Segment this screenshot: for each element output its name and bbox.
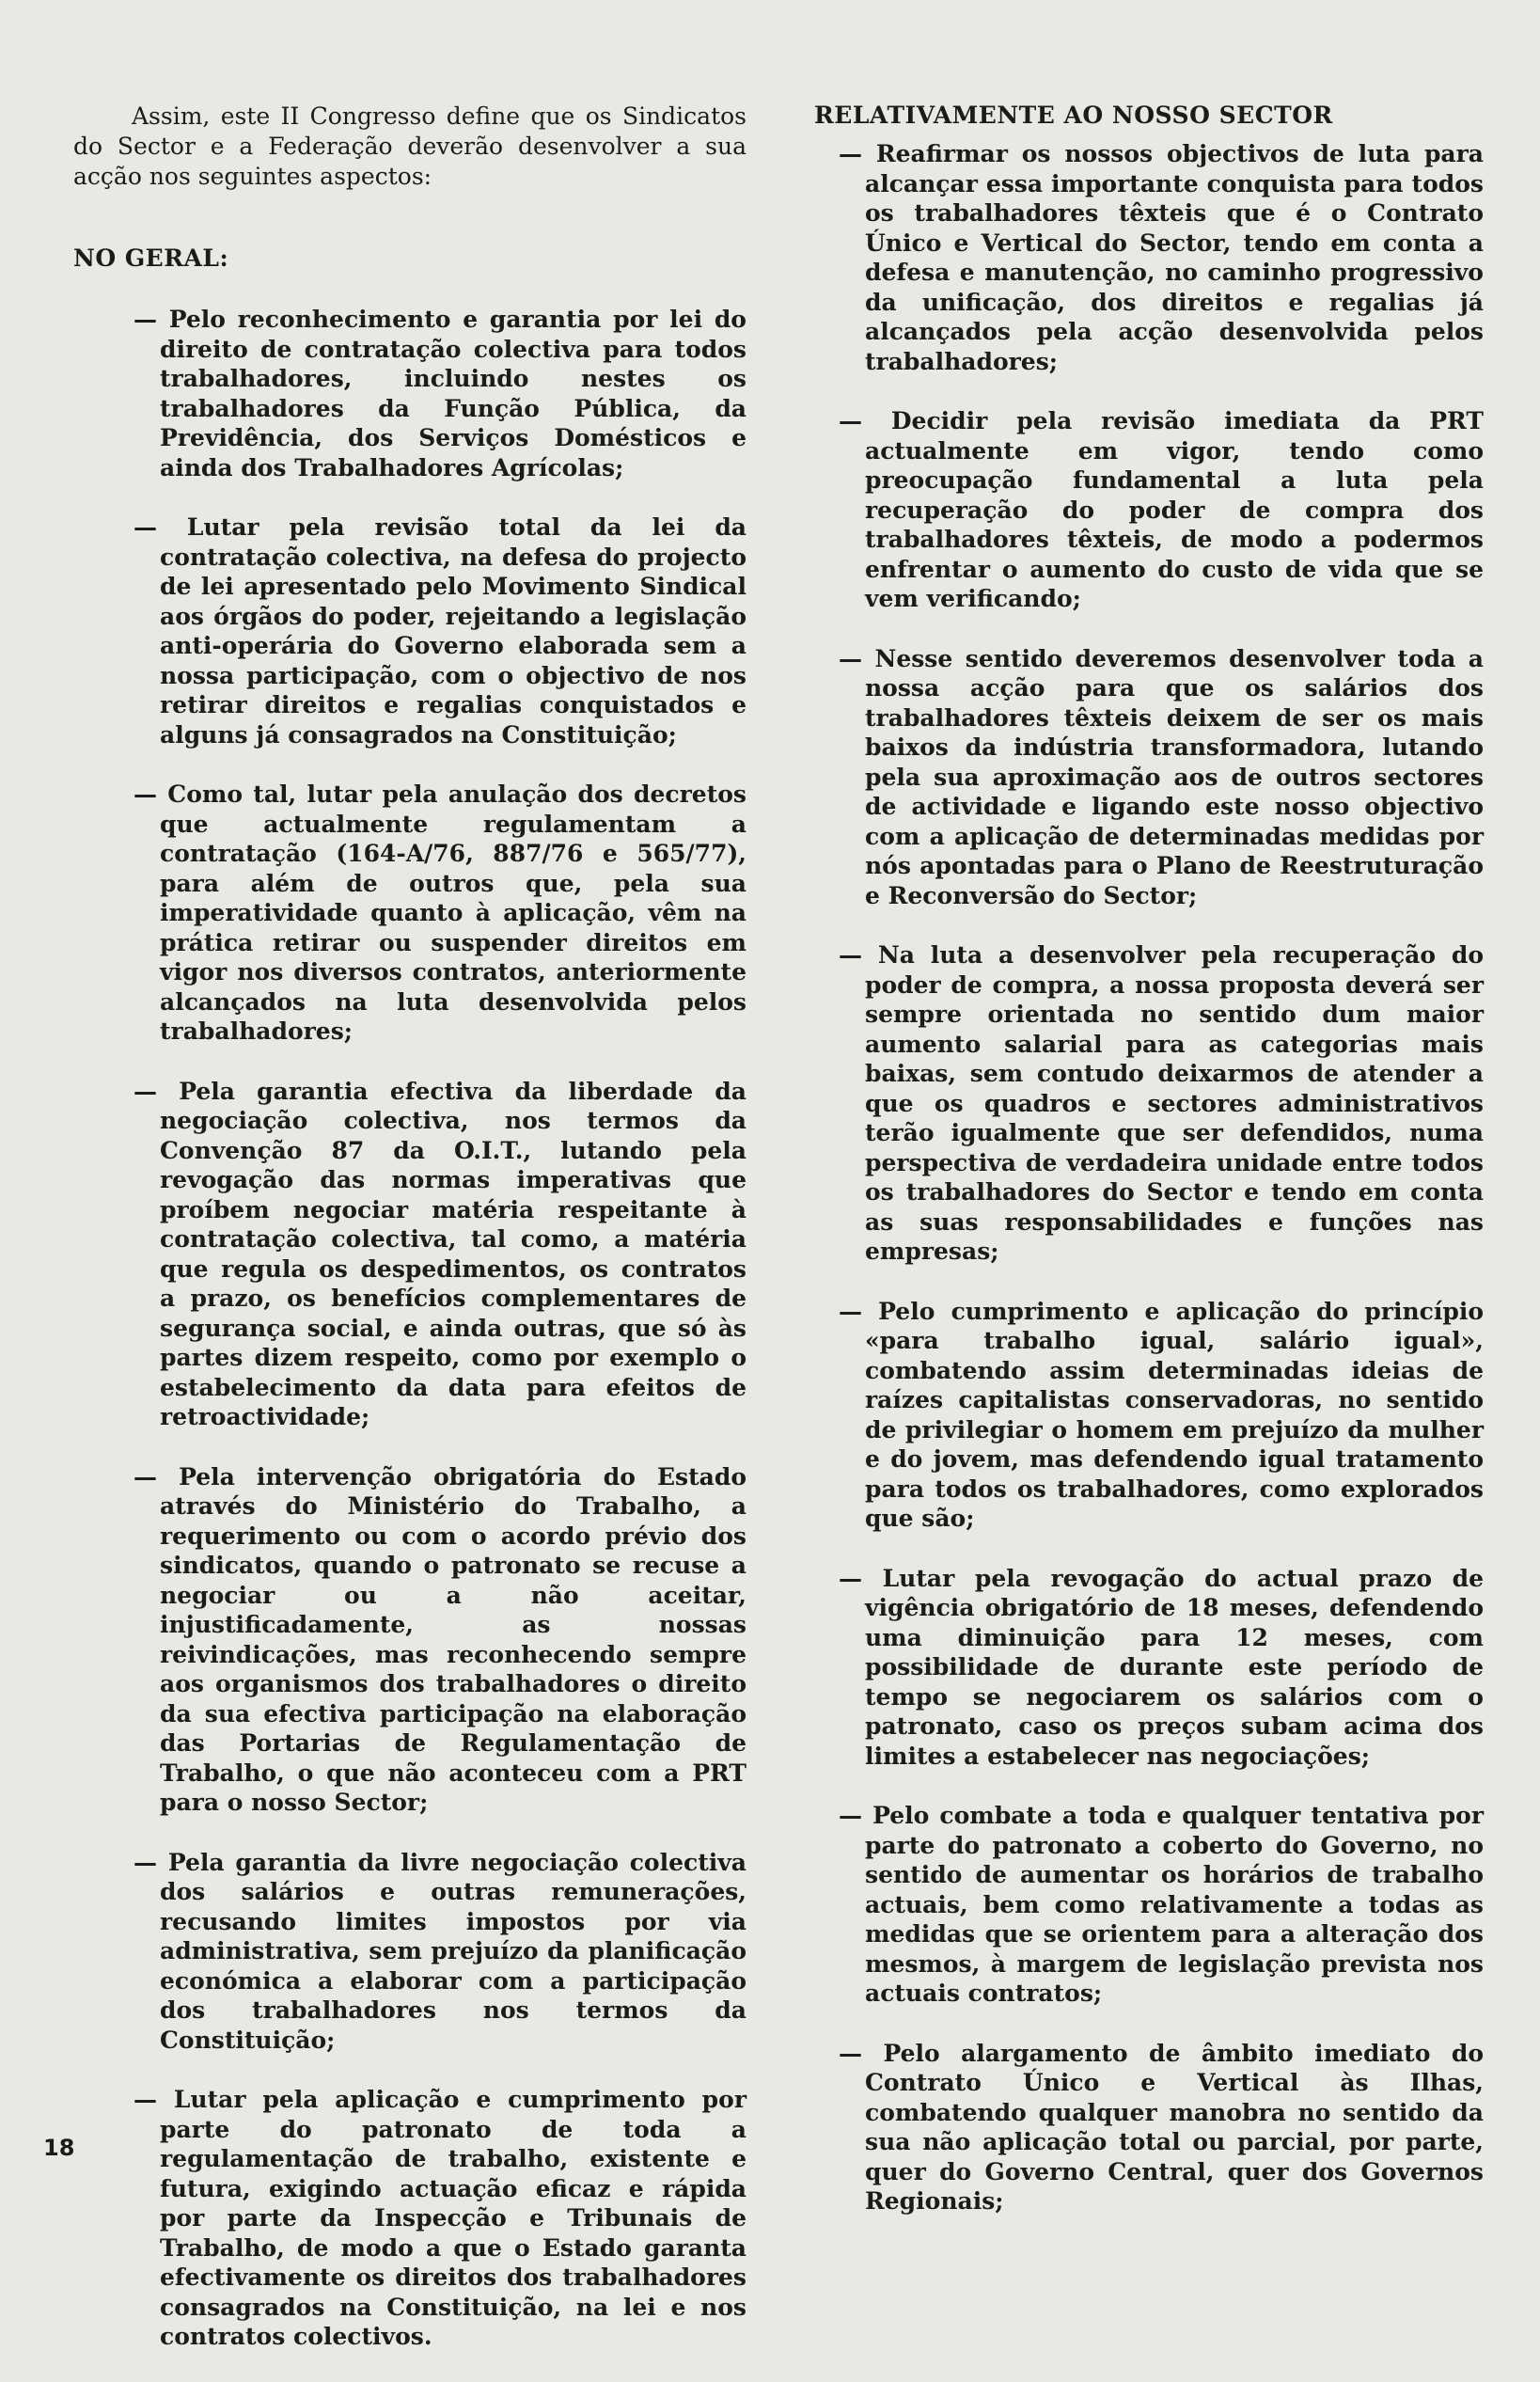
list-item: — Pela garantia efectiva da liberdade da negociação colectiva, nos termos da Convenção 87 da O.I.T., lutando pela revogação das normas imperativas que proíbem negociar matéria respeitante à contratação colectiva, tal como, a matéria que regula os despedimentos, os contratos a prazo, os benefícios complementares de segurança social, e ainda outras, que só às partes dizem respeito, como por exemplo o estabelecimento da data para efeitos de retroactividade; (134, 1077, 746, 1430)
list-item: — Reafirmar os nossos objectivos de luta para alcançar essa importante conquista para todos os trabalhadores têxteis que é o Contrato Único e Vertical do Sector, tendo em conta a defesa e manutenção, no caminho progressivo da unificação, dos direitos e regalias já alcançados pela acção desenvolvida pelos trabalhadores; (839, 140, 1484, 375)
list-item: — Pelo combate a toda e qualquer tentativa por parte do patronato a coberto do Governo, no sentido de aumentar os horários de trabalho actuais, bem como relativamente a todas as medidas que se orientem para a alteração dos mesmos, à margem de legislação prevista nos actuais contratos; (839, 1802, 1484, 2007)
list-item: — Pela intervenção obrigatória do Estado através do Ministério do Trabalho, a requerimento ou com o acordo prévio dos sindicatos, quando o patronato se recuse a negociar ou a não aceitar, injustificadamente, as nossas reivindicações, mas reconhecendo sempre aos organismos dos trabalhadores o direito da sua efectiva participação na elaboração das Portarias de Regulamentação de Trabalho, o que não aconteceu com a PRT para o nosso Sector; (134, 1462, 746, 1816)
list-item: — Nesse sentido deveremos desenvolver toda a nossa acção para que os salários dos trabalhadores têxteis deixem de ser os mais baixos da indústria transformadora, lutando pela sua aproximação aos de outros sectores de actividade e ligando este nosso objectivo com a aplicação de determinadas medidas por nós apontadas para o Plano de Reestruturação e Reconversão do Sector; (839, 644, 1484, 909)
list-item: — Pelo reconhecimento e garantia por lei do direito de contratação colectiva para todos trabalhadores, incluindo nestes os trabalhadores da Função Pública, da Previdência, dos Serviços Domésticos e ainda dos Trabalhadores Agrícolas; (134, 306, 746, 481)
list-item: — Lutar pela revogação do actual prazo de vigência obrigatório de 18 meses, defendendo uma diminuição para 12 meses, com possibilidade de durante este período de tempo se negociarem os salários com o patronato, caso os preços subam acima dos limites a estabelecer nas negociações; (839, 1564, 1484, 1770)
list-item: — Pelo alargamento de âmbito imediato do Contrato Único e Vertical às Ilhas, combatendo qualquer manobra no sentido da sua não aplicação total ou parcial, por parte, quer do Governo Central, quer dos Governos Regionais; (839, 2039, 1484, 2215)
list-item: — Lutar pela revisão total da lei da contratação colectiva, na defesa do projecto de lei apresentado pelo Movimento Sindical aos órgãos do poder, rejeitando a legislação anti-operária do Governo elaborada sem a nossa participação, com o objectivo de nos retirar direitos e regalias conquistados e alguns já consagrados na Constituição; (134, 513, 746, 749)
list-item: — Como tal, lutar pela anulação dos decretos que actualmente regulamentam a contratação (164-A/76, 887/76 e 565/77), para além de outros que, pela sua imperatividade quanto à aplicação, vêm na prática retirar ou suspender direitos em vigor nos diversos contratos, anteriormente alcançados na luta desenvolvida pelos trabalhadores; (134, 781, 746, 1045)
intro-paragraph: Assim, este II Congresso define que os Sindicatos do Sector e a Federação deverão desenvolver a sua acção nos seguintes aspectos: (73, 103, 746, 190)
list-item: — Na luta a desenvolver pela recuperação do poder de compra, a nossa proposta deverá ser sempre orientada no sentido dum maior aumento salarial para as categorias mais baixas, sem contudo deixarmos de atender a que os quadros e sectores administrativos terão igualmente que ser defendidos, numa perspectiva de verdadeira unidade entre todos os trabalhadores do Sector e tendo em conta as suas responsabilidades e funções nas empresas; (839, 941, 1484, 1265)
list-item: — Pela garantia da livre negociação colectiva dos salários e outras remunerações, recusando limites impostos por via administrativa, sem prejuízo da planificação económica a elaborar com a participação dos trabalhadores nos termos da Constituição; (134, 1848, 746, 2054)
list-item: — Lutar pela aplicação e cumprimento por parte do patronato de toda a regulamentação de trabalho, existente e futura, exigindo actuação eficaz e rápida por parte da Inspecção e Tribunais de Trabalho, de modo a que o Estado garanta efectivamente os direitos dos trabalhadores consagrados na Constituição, na lei e nos contratos colectivos. (134, 2086, 746, 2350)
section-heading-sector: RELATIVAMENTE AO NOSSO SECTOR (814, 102, 1333, 129)
right-column (814, 102, 1484, 2247)
page-number: 18 (43, 2135, 75, 2161)
left-column (73, 102, 746, 2382)
section-heading-general: NO GERAL: (73, 245, 229, 272)
list-item: — Decidir pela revisão imediata da PRT actualmente em vigor, tendo como preocupação fundamental a luta pela recuperação do poder de compra dos trabalhadores têxteis, de modo a podermos enfrentar o aumento do custo de vida que se vem verificando; (839, 407, 1484, 612)
list-item: — Pelo cumprimento e aplicação do princípio «para trabalho igual, salário igual», combatendo assim determinadas ideias de raízes capitalistas conservadoras, no sentido de privilegiar o homem em prejuízo da mulher e do jovem, mas defendendo igual tratamento para todos os trabalhadores, como explorados que são; (839, 1297, 1484, 1532)
